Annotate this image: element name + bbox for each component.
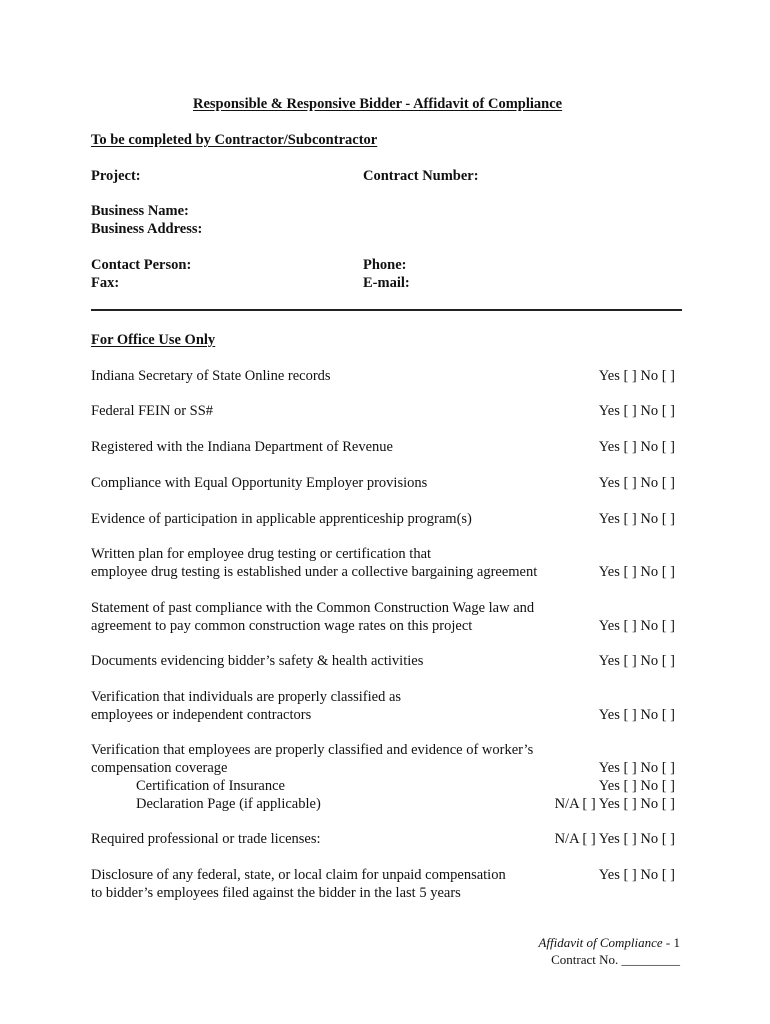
item-wage-answer: Yes [ ] No [ ] [598, 618, 675, 634]
item-sos-records: Indiana Secretary of State Online records [91, 368, 331, 384]
item-apprenticeship-answer: Yes [ ] No [ ] [598, 511, 675, 527]
item-declaration-page-answer: N/A [ ] Yes [ ] No [ ] [554, 796, 675, 812]
item-drug-testing-line2: employee drug testing is established under a collective bargaining agreement [91, 564, 538, 580]
item-drug-testing-line1: Written plan for employee drug testing or certification that [91, 546, 432, 562]
contact-person-label: Contact Person: [91, 257, 192, 273]
item-insurance-cert: Certification of Insurance [136, 778, 285, 794]
item-classification-line2: employees or independent contractors [91, 707, 312, 723]
item-sos-records-answer: Yes [ ] No [ ] [598, 368, 675, 384]
project-label: Project: [91, 168, 141, 184]
item-safety-answer: Yes [ ] No [ ] [598, 653, 675, 669]
item-workers-comp-line2: compensation coverage [91, 760, 228, 776]
phone-label: Phone: [363, 257, 407, 273]
item-classification-answer: Yes [ ] No [ ] [598, 707, 675, 723]
business-name-label: Business Name: [91, 203, 189, 219]
item-wage-line1: Statement of past compliance with the Common Construction Wage law and [91, 600, 535, 616]
footer-page-number: - 1 [662, 935, 680, 950]
item-declaration-page: Declaration Page (if applicable) [136, 796, 321, 812]
office-use-heading: For Office Use Only [91, 332, 216, 348]
item-drug-testing-answer: Yes [ ] No [ ] [598, 564, 675, 580]
item-insurance-cert-answer: Yes [ ] No [ ] [598, 778, 675, 794]
item-eoe-answer: Yes [ ] No [ ] [598, 475, 675, 491]
item-wage-line2: agreement to pay common construction wage rates on this project [91, 618, 473, 634]
item-workers-comp-line1: Verification that employees are properly classified and evidence of worker’s [91, 742, 534, 758]
document-title: Responsible & Responsive Bidder - Affidavit of Compliance [193, 96, 563, 112]
item-licenses-answer: N/A [ ] Yes [ ] No [ ] [554, 831, 675, 847]
item-safety: Documents evidencing bidder’s safety & health activities [91, 653, 424, 669]
item-licenses: Required professional or trade licenses: [91, 831, 321, 847]
item-classification-line1: Verification that individuals are properly classified as [91, 689, 402, 705]
item-workers-comp-answer: Yes [ ] No [ ] [598, 760, 675, 776]
email-label: E-mail: [363, 275, 410, 291]
footer-page-label: Affidavit of Compliance [538, 935, 663, 950]
item-claims-answer: Yes [ ] No [ ] [598, 867, 675, 883]
business-address-label: Business Address: [91, 221, 203, 237]
document-subtitle: To be completed by Contractor/Subcontractor [91, 132, 378, 148]
item-dor: Registered with the Indiana Department of Revenue [91, 439, 393, 455]
fax-label: Fax: [91, 275, 120, 291]
section-divider [91, 309, 682, 311]
item-eoe: Compliance with Equal Opportunity Employer provisions [91, 475, 428, 491]
item-claims-line2: to bidder’s employees filed against the bidder in the last 5 years [91, 885, 461, 901]
item-apprenticeship: Evidence of participation in applicable apprenticeship program(s) [91, 511, 472, 527]
page-footer [538, 934, 680, 952]
contract-number-label: Contract Number: [363, 168, 479, 184]
item-fein-answer: Yes [ ] No [ ] [598, 403, 675, 419]
item-fein: Federal FEIN or SS# [91, 403, 214, 419]
footer-contract-no: Contract No. _________ [551, 952, 680, 967]
item-claims-line1: Disclosure of any federal, state, or local claim for unpaid compensation [91, 867, 506, 883]
item-dor-answer: Yes [ ] No [ ] [598, 439, 675, 455]
